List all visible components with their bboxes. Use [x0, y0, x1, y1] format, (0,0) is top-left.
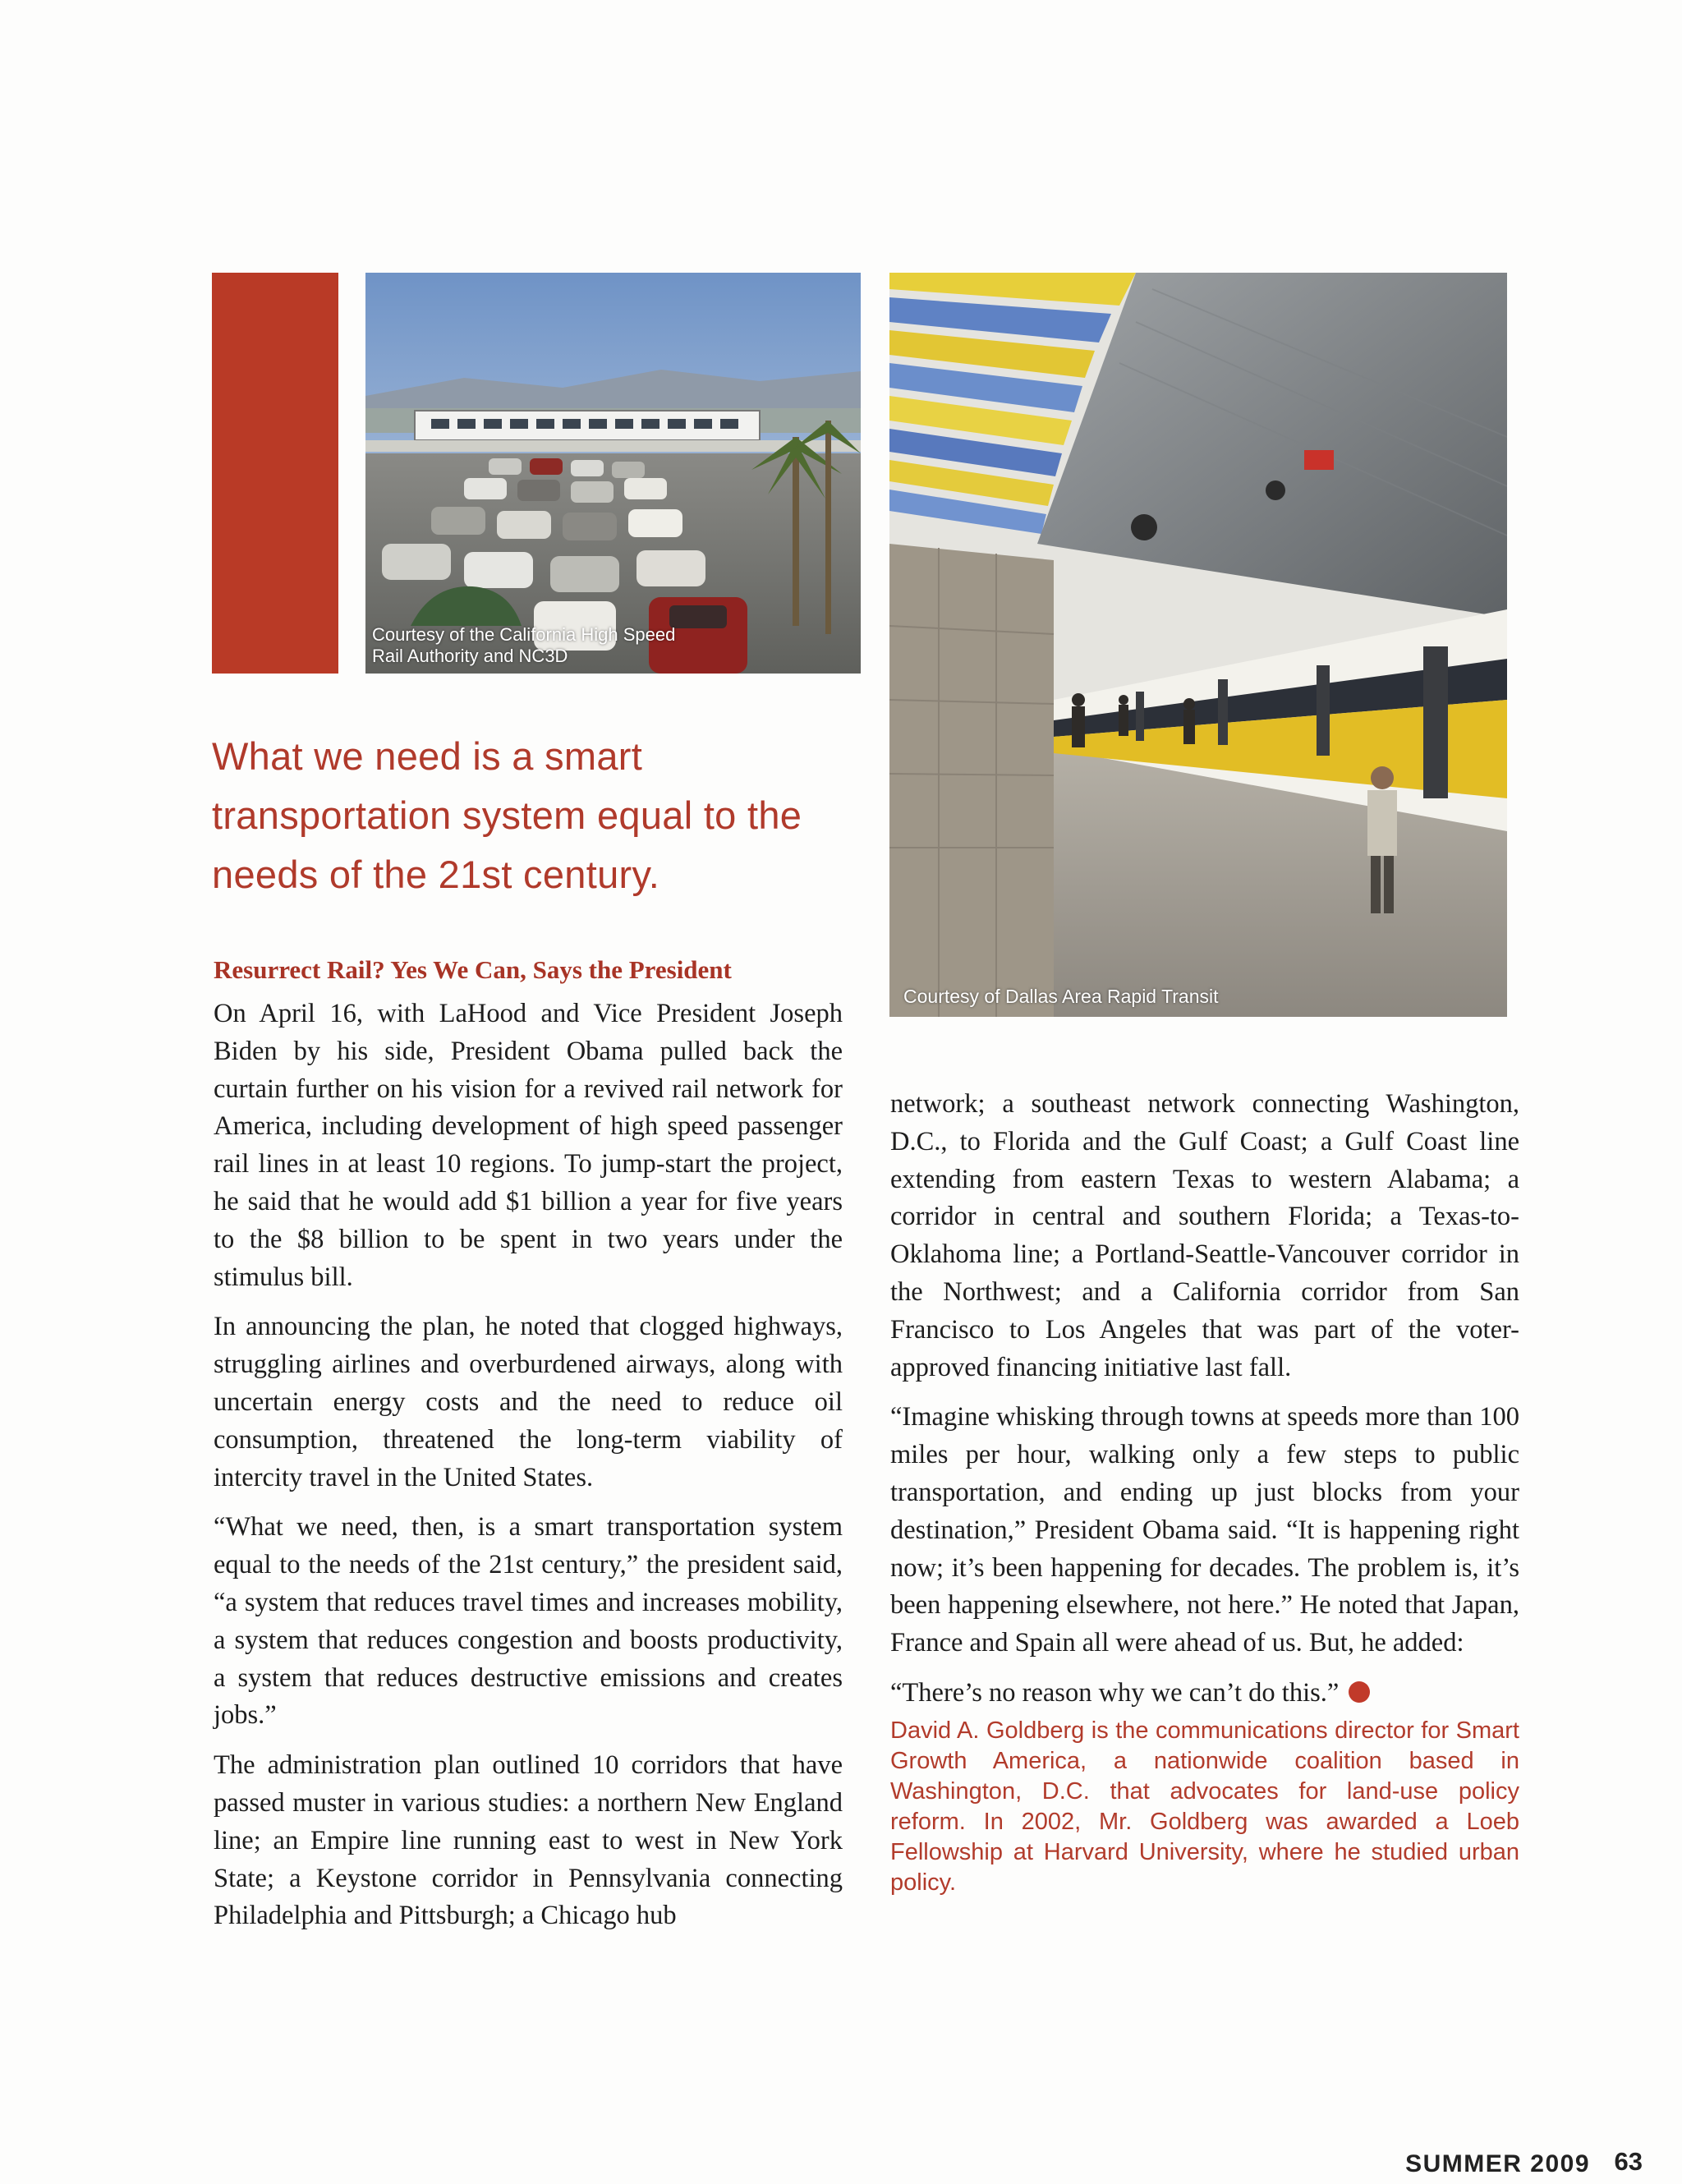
red-accent-bar [212, 273, 338, 674]
page-number: 63 [1614, 2147, 1643, 2176]
traffic-train-photo [365, 273, 861, 674]
pull-quote: What we need is a smart transportation system equal to the needs of the 21st century. [212, 734, 802, 896]
article-paragraph: “Imagine whisking through towns at speeds more than 100 miles per hour, walking only a few steps to public transportation, and ending up just blocks from your destination,” President Obama said. “It is happening right now; it’s been happening for decades. The problem is, it’s been happening elsewhere, not here.” He noted that Japan, France and Spain all were ahead of us. But, he added: [890, 1402, 1519, 1658]
issue-label: SUMMER 2009 [1405, 2150, 1590, 2177]
article-paragraph: In announcing the plan, he noted that clogged highways, struggling airlines and overburdened airways, along with uncertain energy costs and the need to reduce oil consumption, threatened the long-term viability of intercity travel in the United States. [214, 1312, 843, 1492]
transit-station-illustration [889, 273, 1507, 1017]
article-right-column [890, 1086, 1519, 1898]
article-paragraph: network; a southeast network connecting Washington, D.C., to Florida and the Gulf Coast; a Gulf Coast line extending from eastern Texas to western Alabama; a corridor in central and southern Florida; a Texas-to-Oklahoma line; a Portland-Seattle-Vancouver corridor in the Northwest; and a California corridor from San Francisco to Los Angeles that was part of the voter-approved financing initiative last fall. [890, 1089, 1519, 1382]
traffic-train-illustration [365, 273, 861, 674]
station-photo-credit: Courtesy of Dallas Area Rapid Transit [903, 986, 1219, 1007]
article-left-column [214, 953, 843, 1947]
traffic-photo-credit: Courtesy of the California High Speed Rail Authority and NC3D [372, 624, 676, 666]
closing-quote: “There’s no reason why we can’t do this.” [890, 1677, 1340, 1708]
article-paragraph: The administration plan outlined 10 corridors that have passed muster in various studies: a northern New England line; an Empire line running east to west in New York State; a Keystone corridor in Pennsylvania connecting Philadelphia and Pittsburgh; a Chicago hub [214, 1750, 843, 1931]
article-paragraph: On April 16, with LaHood and Vice President Joseph Biden by his side, President Obama pulled back the curtain further on his vision for a revived rail network for America, including development of high speed passenger rail lines in at least 10 regions. To jump-start the project, he said that he would add $1 billion a year for five years to the $8 billion to be spent in two years under the stimulus bill. [214, 999, 843, 1292]
author-bio: David A. Goldberg is the communications director for Smart Growth America, a nationwide coalition based in Washington, D.C. that advocates for land-use policy reform. In 2002, Mr. Goldberg was awarded a Loeb Fellowship at Harvard University, where he studied urban policy. [890, 1717, 1519, 1896]
closing-quote-paragraph [890, 1675, 1519, 1713]
end-mark-icon [1349, 1681, 1370, 1703]
transit-station-photo [889, 273, 1507, 1017]
article-paragraph: “What we need, then, is a smart transportation system equal to the needs of the 21st century,” the president said, “a system that reduces travel times and increases mobility, a system that reduces congestion and boosts productivity, a system that reduces destructive emissions and creates jobs.” [214, 1512, 843, 1731]
section-heading: Resurrect Rail? Yes We Can, Says the President [214, 955, 732, 984]
